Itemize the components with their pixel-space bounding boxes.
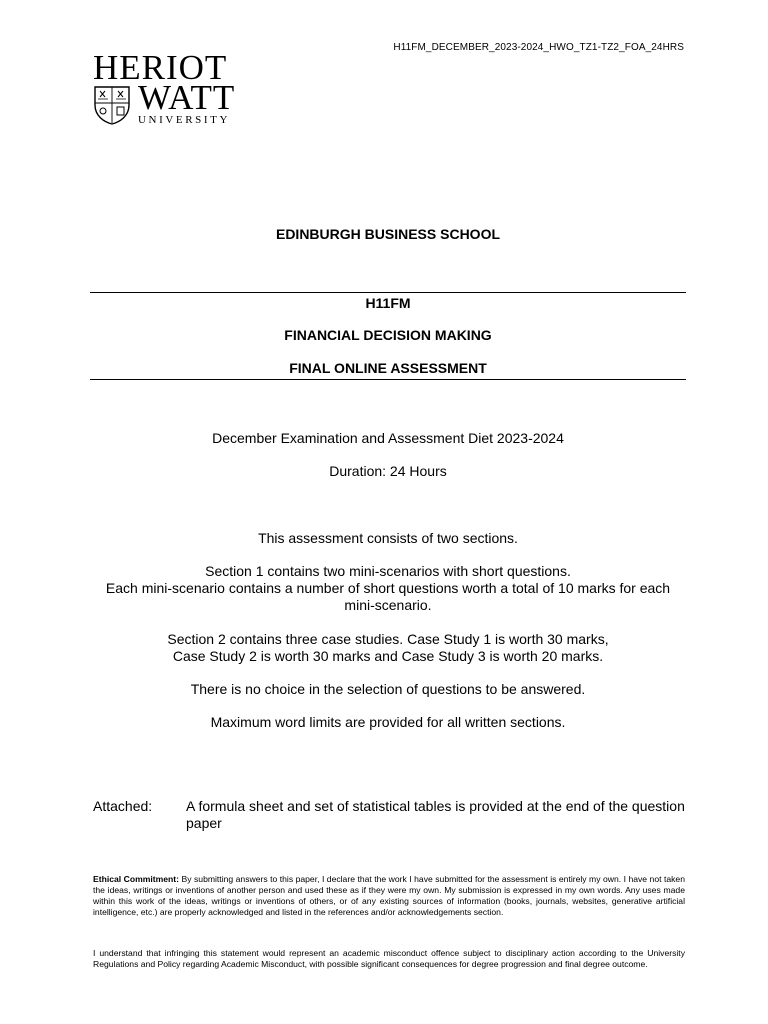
sections-intro: This assessment consists of two sections. <box>258 530 518 546</box>
section2-line2: Case Study 2 is worth 30 marks and Case Study 3 is worth 20 marks. <box>172 648 604 664</box>
logo-text-heriot: HERIOT <box>93 48 228 87</box>
logo-text-watt: WATT <box>138 78 236 117</box>
course-name: FINANCIAL DECISION MAKING <box>284 327 492 343</box>
university-logo <box>93 48 243 127</box>
university-crest-icon <box>93 85 131 125</box>
ethical-commitment <box>93 874 685 918</box>
document-code: H11FM_DECEMBER_2023-2024_HWO_TZ1-TZ2_FOA_24HRS <box>393 42 684 53</box>
course-code: H11FM <box>365 295 411 311</box>
assessment-type: FINAL ONLINE ASSESSMENT <box>289 360 487 376</box>
bottom-divider <box>90 379 686 380</box>
section2-line1: Section 2 contains three case studies. Case Study 1 is worth 30 marks, <box>167 631 609 647</box>
no-choice-note: There is no choice in the selection of questions to be answered. <box>190 681 586 697</box>
top-divider <box>90 292 686 293</box>
ethical-commitment-heading: Ethical Commitment: <box>93 874 180 884</box>
school-name: EDINBURGH BUSINESS SCHOOL <box>275 226 501 242</box>
ethical-commitment-text: By submitting answers to this paper, I declare that the work I have submitted for the assessment is entirely my own. I have not taken the ideas, writings or inventions of another person and used these as if they were my own. My submission is expressed in my own words. Any uses made within this work of the ideas, writings or inventions of others, or of any existing sources of information (books, journals, websites, generative artificial intelligence, etc.) are properly acknowledged and listed in the references and/or acknowledgements section. <box>93 874 685 917</box>
word-limit-note: Maximum word limits are provided for all written sections. <box>210 714 566 730</box>
section1-line2: Each mini-scenario contains a number of short questions worth a total of 10 marks for each mini-scenario. <box>105 580 671 613</box>
attached-text: A formula sheet and set of statistical tables is provided at the end of the question paper <box>186 798 685 831</box>
logo-text-university: UNIVERSITY <box>138 114 230 126</box>
exam-diet: December Examination and Assessment Diet 2023-2024 <box>212 430 564 446</box>
misconduct-statement: I understand that infringing this statement would represent an academic misconduct offence subject to disciplinary action according to the University Regulations and Policy regarding Academic Misconduct, with possible significant consequences for degree progression and final degree outcome. <box>93 948 685 969</box>
section1-line1: Section 1 contains two mini-scenarios with short questions. <box>205 563 571 579</box>
attached-label: Attached: <box>93 798 153 814</box>
exam-duration: Duration: 24 Hours <box>329 463 447 479</box>
